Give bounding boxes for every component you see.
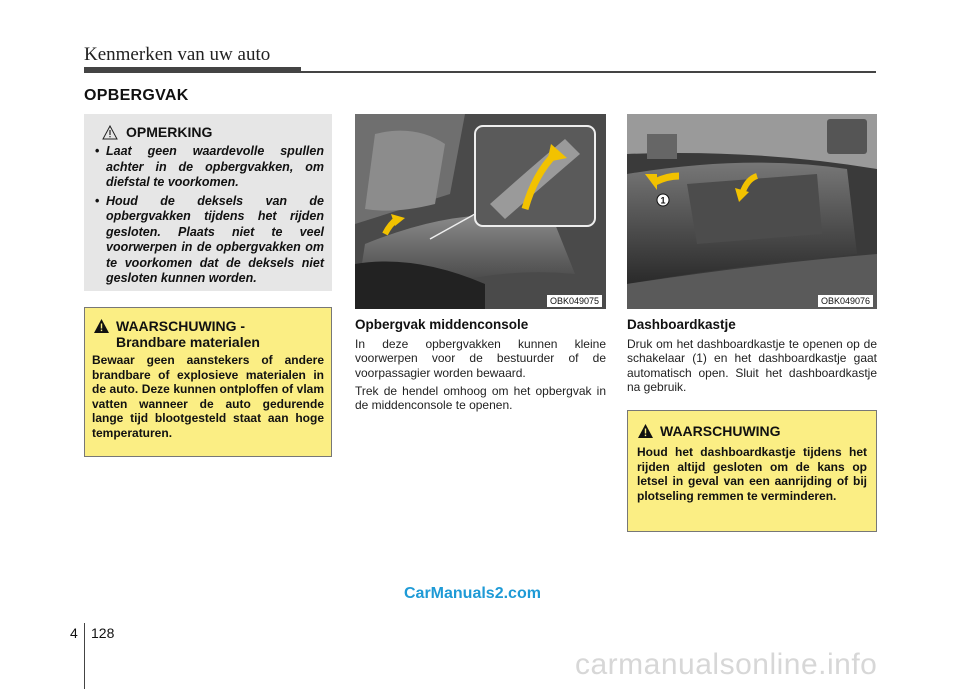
glovebox-photo [627,114,877,309]
warning-icon [93,318,110,334]
image-code: OBK049075 [547,295,602,307]
warning-title: WAARSCHUWING - [116,318,246,334]
site-watermark: carmanualsonline.info [575,648,878,681]
warning-icon [637,423,654,439]
warning-subtitle: Brandbare materialen [116,334,260,350]
footer-rule [84,623,85,689]
console-para-1: In deze opbergvakken kunnen kleine voorwerpen voor de bestuurder of de voorpassagier worden bewaard. [355,337,606,380]
header-rule [301,71,876,73]
warning-text: Bewaar geen aanstekers of andere brandbare of explosieve materialen in de auto. Deze kunnen ontploffen of vlam vatten wanneer de auto gedurende lange tijd blootgesteld staat aan hoge temperaturen. [92,353,324,440]
section-title: OPBERGVAK [84,87,189,104]
warning-box-flammable [84,307,332,457]
console-illustration [355,114,606,309]
glovebox-title: Dashboardkastje [627,317,736,332]
caution-icon [102,125,118,140]
callout-number: 1 [660,195,666,206]
header-bar [84,67,301,73]
page-number: 128 [91,625,115,641]
note-list [92,144,324,290]
warning-text: Houd het dashboardkastje tijdens het rijden altijd gesloten om de kans op letsel in geval van een aanrijding of bij plotseling remmen te verminderen. [637,445,867,503]
console-photo [355,114,606,309]
warning-box-glovebox [627,410,877,532]
note-header [102,124,212,140]
glovebox-para-1: Druk om het dashboardkastje te openen op de schakelaar (1) en het dashboardkastje gaat automatisch open. Sluit het dashboardkastje na gebruik. [627,337,877,394]
note-box [84,114,332,291]
glovebox-illustration [627,114,877,309]
page-header-title: Kenmerken van uw auto [84,44,271,65]
warning-header [637,423,781,439]
chapter-number: 4 [70,625,78,641]
watermark-link[interactable]: CarManuals2.com [404,585,541,602]
warning-title: WAARSCHUWING [660,423,781,439]
note-item: • Houd de deksels van de opbergvakken tijdens het rijden gesloten. Plaats niet te veel voorwerpen in de opbergvakken om te voorkomen dat de deksels niet gesloten kunnen worden. [92,194,324,287]
image-code: OBK049076 [818,295,873,307]
note-title: OPMERKING [126,124,213,140]
note-item: • Laat geen waardevolle spullen achter in de opbergvakken, om diefstal te voorkomen. [92,144,324,191]
console-para-2: Trek de hendel omhoog om het opbergvak in de middenconsole te openen. [355,384,606,413]
warning-header [93,318,260,350]
console-title: Opbergvak middenconsole [355,317,529,332]
